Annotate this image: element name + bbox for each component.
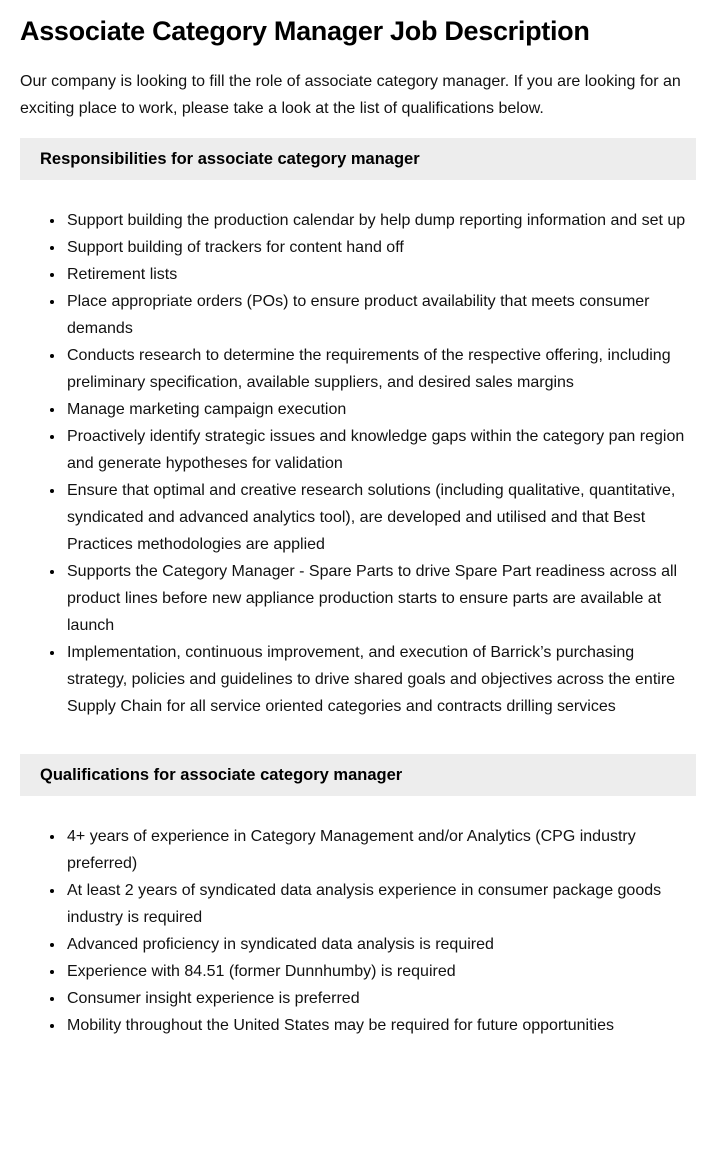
section-heading-text: Qualifications for associate category manager	[40, 766, 403, 784]
section-heading	[20, 754, 696, 796]
bullet-list	[20, 823, 696, 1039]
list-item: • Supports the Category Manager - Spare Parts to drive Spare Part readiness across all product lines before new appliance production starts to ensure parts are available at launch	[65, 558, 696, 639]
sections-container	[20, 138, 696, 1039]
list-item: • Support building the production calendar by help dump reporting information and set up	[65, 207, 696, 234]
list-item: • Place appropriate orders (POs) to ensure product availability that meets consumer demands	[65, 288, 696, 342]
list-item: • Advanced proficiency in syndicated data analysis is required	[65, 931, 696, 958]
section-heading	[20, 138, 696, 180]
bullet-list	[20, 207, 696, 720]
list-item: • Manage marketing campaign execution	[65, 396, 696, 423]
list-item: • Consumer insight experience is preferred	[65, 985, 696, 1012]
section-heading-text: Responsibilities for associate category manager	[40, 150, 420, 168]
intro-paragraph: Our company is looking to fill the role of associate category manager. If you are looking for an exciting place to work, please take a look at the list of qualifications below.	[20, 73, 681, 117]
page-title: Associate Category Manager Job Description	[20, 16, 590, 46]
list-item: • Proactively identify strategic issues and knowledge gaps within the category pan region and generate hypotheses for validation	[65, 423, 696, 477]
list-item: • Support building of trackers for content hand off	[65, 234, 696, 261]
list-item: • Retirement lists	[65, 261, 696, 288]
list-item: • At least 2 years of syndicated data analysis experience in consumer package goods industry is required	[65, 877, 696, 931]
list-item: • Experience with 84.51 (former Dunnhumby) is required	[65, 958, 696, 985]
list-item: • Ensure that optimal and creative research solutions (including qualitative, quantitative, syndicated and advanced analytics tool), are developed and utilised and that Best Practices methodologies are applied	[65, 477, 696, 558]
list-item: • Conducts research to determine the requirements of the respective offering, including preliminary specification, available suppliers, and desired sales margins	[65, 342, 696, 396]
list-item: • Mobility throughout the United States may be required for future opportunities	[65, 1012, 696, 1039]
list-item: • Implementation, continuous improvement, and execution of Barrick’s purchasing strategy, policies and guidelines to drive shared goals and objectives across the entire Supply Chain for all service oriented categories and contracts drilling services	[65, 639, 696, 720]
list-item: • 4+ years of experience in Category Management and/or Analytics (CPG industry preferred)	[65, 823, 696, 877]
